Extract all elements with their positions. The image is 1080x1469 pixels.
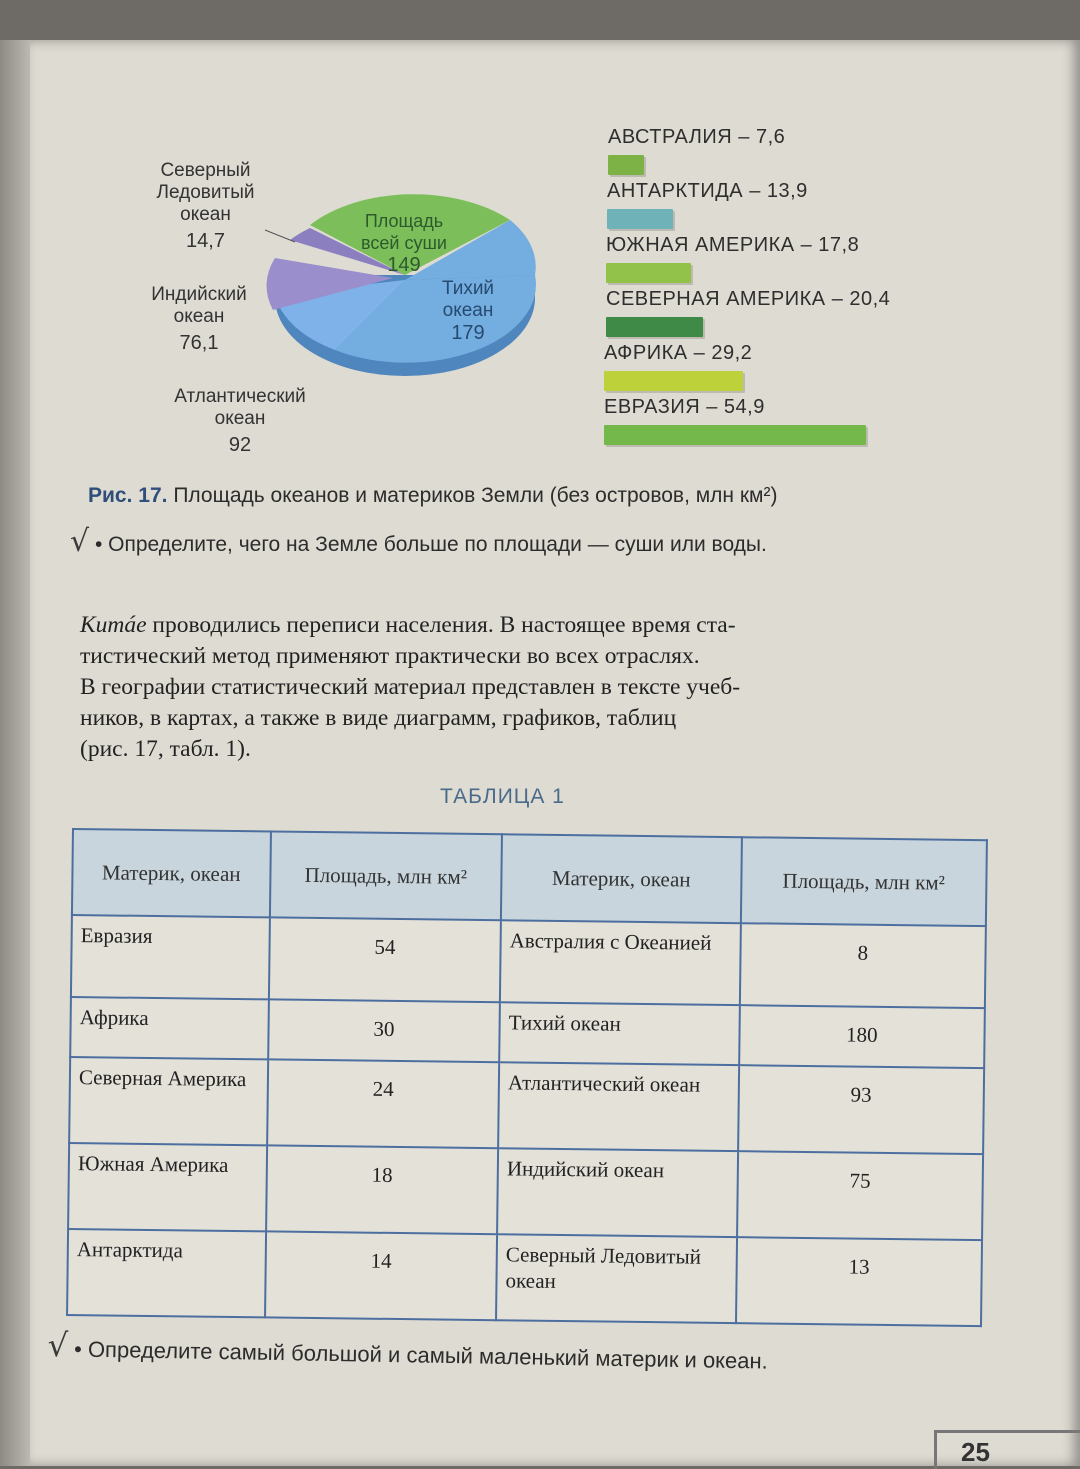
- table-cell: Атлантический океан: [498, 1062, 739, 1151]
- table-cell: 75: [737, 1151, 983, 1240]
- checkmark-icon: √: [47, 1326, 69, 1365]
- pie-label-land: Площадь всей суши 149: [361, 211, 447, 276]
- bar-label: АВСТРАЛИЯ – 7,6: [608, 126, 786, 148]
- page-number-box: [934, 1430, 1080, 1469]
- figure-task: [70, 524, 767, 559]
- table-cell: Северная Америка: [69, 1057, 268, 1145]
- table-cell: Индийский океан: [497, 1148, 738, 1237]
- checkmark-icon: √: [70, 524, 90, 559]
- body-lead-word: Китáе: [80, 612, 147, 638]
- table-title: ТАБЛИЦА 1: [440, 785, 565, 808]
- bar-south-america: [606, 263, 691, 283]
- bar-eurasia: [604, 425, 866, 445]
- body-line: ников, в картах, а также в виде диаграмм, графиков, таблиц: [80, 705, 677, 731]
- body-line: Китáе проводились переписи населения. В настоящее время ста-: [80, 612, 736, 638]
- table-cell: 30: [268, 999, 500, 1062]
- table-cell: 18: [266, 1145, 498, 1234]
- book-gutter: [0, 40, 30, 1466]
- table-header-cell: Площадь, млн км²: [741, 837, 987, 926]
- pie-label-pacific: Тихий океан 179: [441, 278, 495, 344]
- table-cell: 93: [738, 1065, 984, 1154]
- bar-australia: [608, 155, 644, 175]
- table-cell: Тихий океан: [499, 1002, 739, 1065]
- table-row: [70, 997, 985, 1068]
- table-row: [71, 915, 986, 1008]
- table-cell: Северный Ледовитый океан: [496, 1234, 737, 1323]
- table-cell: 54: [269, 917, 501, 1002]
- bar-north-america: [606, 317, 703, 337]
- table-header-cell: Площадь, млн км²: [270, 831, 502, 920]
- table-cell: Евразия: [71, 915, 270, 999]
- table-cell: Африка: [70, 997, 268, 1059]
- area-table: [66, 828, 988, 1327]
- figure-caption: [88, 484, 777, 508]
- table-header-row: [72, 829, 987, 926]
- table-row: [68, 1143, 983, 1240]
- bottom-task-text: Определите самый большой и самый маленький материк и океан.: [87, 1336, 769, 1374]
- table-cell: Южная Америка: [68, 1143, 267, 1231]
- table-header-cell: Материк, океан: [501, 834, 742, 923]
- bar-row: [606, 234, 859, 283]
- page-number: 25: [961, 1437, 990, 1467]
- bullet-icon: •: [94, 533, 103, 556]
- bar-row: [604, 342, 752, 391]
- table-row: [69, 1057, 984, 1154]
- table-cell: 180: [739, 1005, 985, 1068]
- body-paragraph: [80, 610, 990, 765]
- table-header-cell: Материк, океан: [72, 829, 271, 917]
- pie-label-arctic: Северный Ледовитый океан 14,7: [156, 160, 255, 252]
- bar-label: ЮЖНАЯ АМЕРИКА – 17,8: [606, 234, 860, 256]
- bar-row: [608, 126, 785, 175]
- bar-antarctica: [607, 209, 673, 229]
- pie-label-atlantic: Атлантический океан 92: [174, 386, 306, 456]
- table-cell: 14: [265, 1231, 497, 1320]
- bar-row: [606, 288, 890, 337]
- body-line: тистический метод применяют практически во всех отраслях.: [80, 643, 700, 669]
- bar-row: [607, 180, 808, 229]
- table-cell: Антарктида: [67, 1229, 266, 1317]
- figure-task-text: Определите, чего на Земле больше по площади — суши или воды.: [108, 533, 767, 556]
- body-line: (рис. 17, табл. 1).: [80, 736, 251, 762]
- bar-label: АФРИКА – 29,2: [604, 342, 753, 364]
- body-line: В географии статистический материал представлен в тексте учеб-: [80, 674, 741, 700]
- bar-label: АНТАРКТИДА – 13,9: [607, 180, 808, 202]
- table-row: [67, 1229, 982, 1326]
- bar-label: СЕВЕРНАЯ АМЕРИКА – 20,4: [606, 288, 891, 310]
- bar-row: [604, 396, 866, 445]
- bullet-icon: •: [73, 1336, 83, 1362]
- table-wrapper: [72, 828, 988, 1316]
- bar-africa: [604, 371, 743, 391]
- figure-number: Рис. 17.: [88, 484, 168, 507]
- table-cell: 24: [267, 1059, 499, 1148]
- table-cell: 13: [736, 1237, 982, 1326]
- table-cell: 8: [740, 923, 986, 1008]
- table-cell: Австралия с Океанией: [500, 920, 741, 1005]
- bar-label: ЕВРАЗИЯ – 54,9: [604, 396, 765, 418]
- figure-title: Площадь океанов и материков Земли (без островов, млн км²): [173, 484, 778, 507]
- continent-bar-chart: [604, 126, 934, 456]
- pie-label-indian: Индийский океан 76,1: [151, 284, 247, 354]
